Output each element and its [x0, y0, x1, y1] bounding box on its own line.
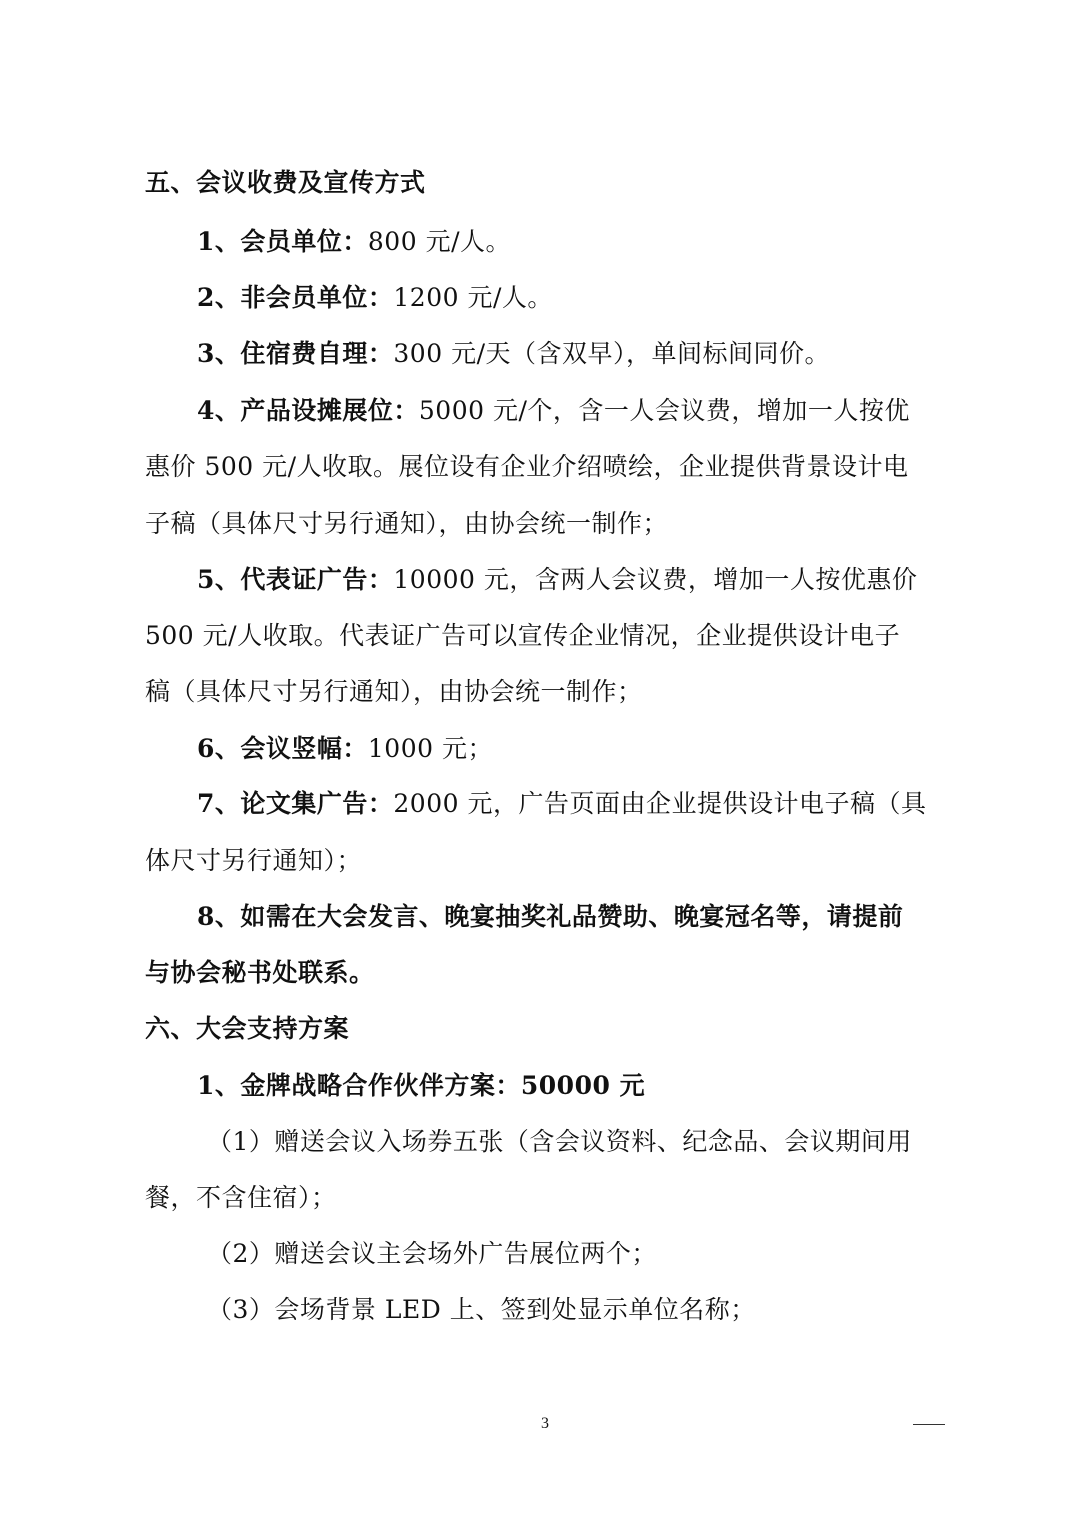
support-plan-gold: 1、金牌战略合作伙伴方案：50000 元 — [197, 1071, 646, 1100]
fee-item-label: 7、论文集广告： — [197, 789, 394, 818]
support-plan-benefit-1: （1）赠送会议入场券五张（含会议资料、纪念品、会议期间用 — [207, 1127, 912, 1156]
fee-item-non-member — [197, 281, 945, 315]
fee-item-value: 300 元/天（含双早），单间标间同价。 — [393, 339, 830, 368]
support-plan-benefit-3: （3）会场背景 LED 上、签到处显示单位名称； — [207, 1295, 756, 1324]
fee-item-accommodation — [197, 337, 945, 371]
fee-item-booth-line2: 惠价 500 元/人收取。展位设有企业介绍喷绘，企业提供背景设计电 — [145, 452, 909, 481]
fee-item-label: 6、会议竖幅： — [197, 734, 368, 763]
fee-item-badge-ad-line3: 稿（具体尺寸另行通知），由协会统一制作； — [145, 677, 643, 706]
fee-item-label: 1、会员单位： — [197, 227, 368, 256]
fee-item-label: 4、产品设摊展位： — [197, 396, 419, 425]
support-plan-benefit-2: （2）赠送会议主会场外广告展位两个； — [207, 1239, 657, 1268]
fee-item-value: 800 元/人。 — [367, 227, 511, 256]
fee-item-proceedings-ad — [197, 787, 945, 821]
fee-item-badge-ad-line2: 500 元/人收取。代表证广告可以宣传企业情况，企业提供设计电子 — [145, 621, 901, 650]
fee-item-value: 10000 元，含两人会议费，增加一人按优惠价 — [393, 565, 918, 594]
fee-item-value: 5000 元/个，含一人会议费，增加一人按优 — [418, 396, 910, 425]
fee-item-proceedings-ad-line2: 体尺寸另行通知）； — [145, 846, 363, 875]
fee-item-label: 2、非会员单位： — [197, 283, 394, 312]
fee-item-value: 1200 元/人。 — [393, 283, 553, 312]
fee-item-label: 3、住宿费自理： — [197, 339, 394, 368]
footer-rule — [913, 1424, 945, 1425]
fee-item-sponsorship-line2: 与协会秘书处联系。 — [145, 958, 375, 987]
fee-item-banner — [197, 732, 945, 766]
fee-item-booth — [197, 394, 945, 428]
fee-item-member — [197, 225, 945, 259]
page-number: 3 — [541, 1415, 549, 1432]
fee-item-value: 2000 元，广告页面由企业提供设计电子稿（具 — [393, 789, 927, 818]
support-plan-benefit-1-line2: 餐，不含住宿）； — [145, 1183, 337, 1212]
fee-item-sponsorship: 8、如需在大会发言、晚宴抽奖礼品赞助、晚宴冠名等，请提前 — [197, 902, 904, 931]
section-5-heading: 五、会议收费及宣传方式 — [145, 168, 426, 197]
fee-item-badge-ad — [197, 563, 945, 597]
section-6-heading: 六、大会支持方案 — [145, 1014, 350, 1043]
fee-item-value: 1000 元； — [367, 734, 493, 763]
fee-item-label: 5、代表证广告： — [197, 565, 394, 594]
fee-item-booth-line3: 子稿（具体尺寸另行通知），由协会统一制作； — [145, 509, 669, 538]
